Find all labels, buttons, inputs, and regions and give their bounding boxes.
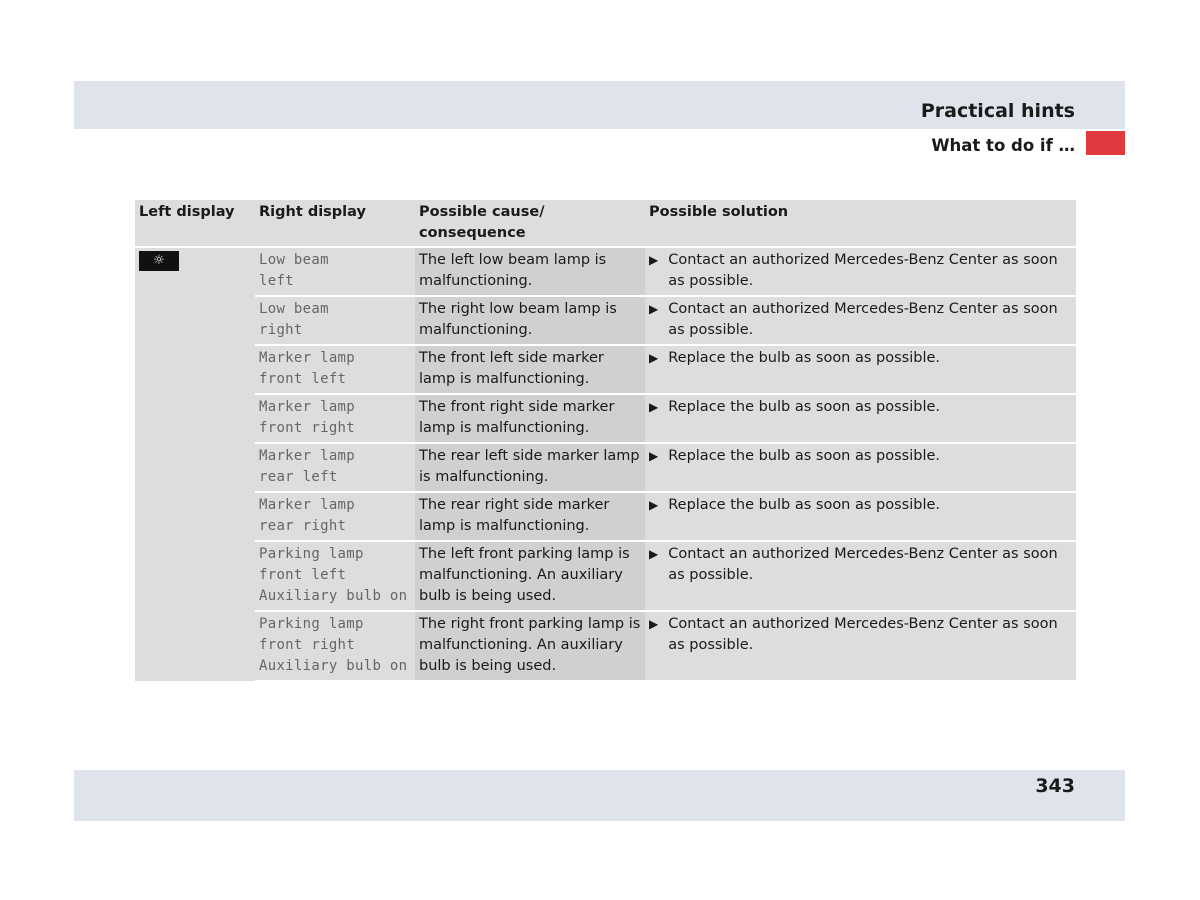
section-title: Practical hints — [920, 100, 1075, 122]
possible-cause-cell: The rear left side marker lamp is malfunctioning. — [415, 443, 645, 492]
right-display-line: right — [259, 322, 303, 338]
possible-cause-cell: The right low beam lamp is malfunctioning. — [415, 296, 645, 345]
solution-text: Replace the bulb as soon as possible. — [668, 399, 941, 415]
header-right-display: Right display — [255, 200, 415, 247]
bullet-arrow-icon: ▶ — [649, 351, 659, 365]
possible-cause-cell: The front left side marker lamp is malfunctioning. — [415, 345, 645, 394]
bullet-arrow-icon: ▶ — [649, 449, 659, 463]
right-display-line: Low beam — [259, 252, 329, 268]
possible-solution-cell — [645, 443, 1076, 492]
solution-text: Replace the bulb as soon as possible. — [668, 350, 941, 366]
right-display-cell — [255, 247, 415, 296]
right-display-line: front left — [259, 371, 347, 387]
right-display-line: Auxiliary bulb on — [259, 658, 408, 674]
table-body — [135, 247, 1076, 681]
possible-solution-cell — [645, 296, 1076, 345]
bullet-arrow-icon: ▶ — [649, 498, 659, 512]
footer-band — [74, 770, 1125, 821]
bullet-arrow-icon: ▶ — [649, 302, 659, 316]
page-number: 343 — [1035, 775, 1075, 797]
bullet-arrow-icon: ▶ — [649, 400, 659, 414]
possible-cause-cell: The right front parking lamp is malfunctioning. An auxiliary bulb is being used. — [415, 611, 645, 681]
right-display-cell — [255, 541, 415, 611]
right-display-cell — [255, 296, 415, 345]
right-display-line: Auxiliary bulb on — [259, 588, 408, 604]
possible-cause-cell: The left low beam lamp is malfunctioning. — [415, 247, 645, 296]
right-display-line: front left — [259, 567, 347, 583]
solution-text: Contact an authorized Mercedes-Benz Center as soon as possible. — [668, 616, 1058, 653]
table-row — [135, 541, 1076, 611]
possible-solution-cell — [645, 394, 1076, 443]
display-messages-table — [135, 200, 1076, 682]
right-display-cell — [255, 443, 415, 492]
possible-solution-cell — [645, 611, 1076, 681]
table-row — [135, 492, 1076, 541]
table-row — [135, 611, 1076, 681]
header-possible-solution: Possible solution — [645, 200, 1076, 247]
right-display-line: Parking lamp — [259, 546, 364, 562]
possible-solution-cell — [645, 345, 1076, 394]
table-row — [135, 443, 1076, 492]
header-possible-cause: Possible cause/ consequence — [415, 200, 645, 247]
bullet-arrow-icon: ▶ — [649, 547, 659, 561]
table-row — [135, 247, 1076, 296]
table-row — [135, 394, 1076, 443]
solution-text: Contact an authorized Mercedes-Benz Center as soon as possible. — [668, 252, 1058, 289]
table-row — [135, 296, 1076, 345]
right-display-line: Low beam — [259, 301, 329, 317]
right-display-cell — [255, 492, 415, 541]
chapter-tab-marker — [1086, 131, 1125, 155]
solution-text: Contact an authorized Mercedes-Benz Center as soon as possible. — [668, 301, 1058, 338]
solution-text: Contact an authorized Mercedes-Benz Center as soon as possible. — [668, 546, 1058, 583]
right-display-line: Marker lamp — [259, 497, 356, 513]
right-display-cell — [255, 345, 415, 394]
possible-solution-cell — [645, 541, 1076, 611]
right-display-cell — [255, 394, 415, 443]
bulb-warning-icon: ☼ — [139, 251, 179, 271]
possible-solution-cell — [645, 492, 1076, 541]
subsection-title: What to do if … — [931, 136, 1075, 155]
right-display-line: left — [259, 273, 294, 289]
possible-cause-cell: The left front parking lamp is malfunctioning. An auxiliary bulb is being used. — [415, 541, 645, 611]
header-left-display: Left display — [135, 200, 255, 247]
possible-cause-cell: The front right side marker lamp is malfunctioning. — [415, 394, 645, 443]
bullet-arrow-icon: ▶ — [649, 617, 659, 631]
table-header-row — [135, 200, 1076, 247]
right-display-line: Marker lamp — [259, 350, 356, 366]
left-display-cell — [135, 247, 255, 681]
right-display-line: rear right — [259, 518, 347, 534]
right-display-line: Parking lamp — [259, 616, 364, 632]
right-display-line: front right — [259, 420, 356, 436]
right-display-line: Marker lamp — [259, 448, 356, 464]
possible-solution-cell — [645, 247, 1076, 296]
possible-cause-cell: The rear right side marker lamp is malfunctioning. — [415, 492, 645, 541]
bullet-arrow-icon: ▶ — [649, 253, 659, 267]
right-display-line: rear left — [259, 469, 338, 485]
solution-text: Replace the bulb as soon as possible. — [668, 448, 941, 464]
right-display-line: Marker lamp — [259, 399, 356, 415]
table-row — [135, 345, 1076, 394]
right-display-cell — [255, 611, 415, 681]
solution-text: Replace the bulb as soon as possible. — [668, 497, 941, 513]
right-display-line: front right — [259, 637, 356, 653]
